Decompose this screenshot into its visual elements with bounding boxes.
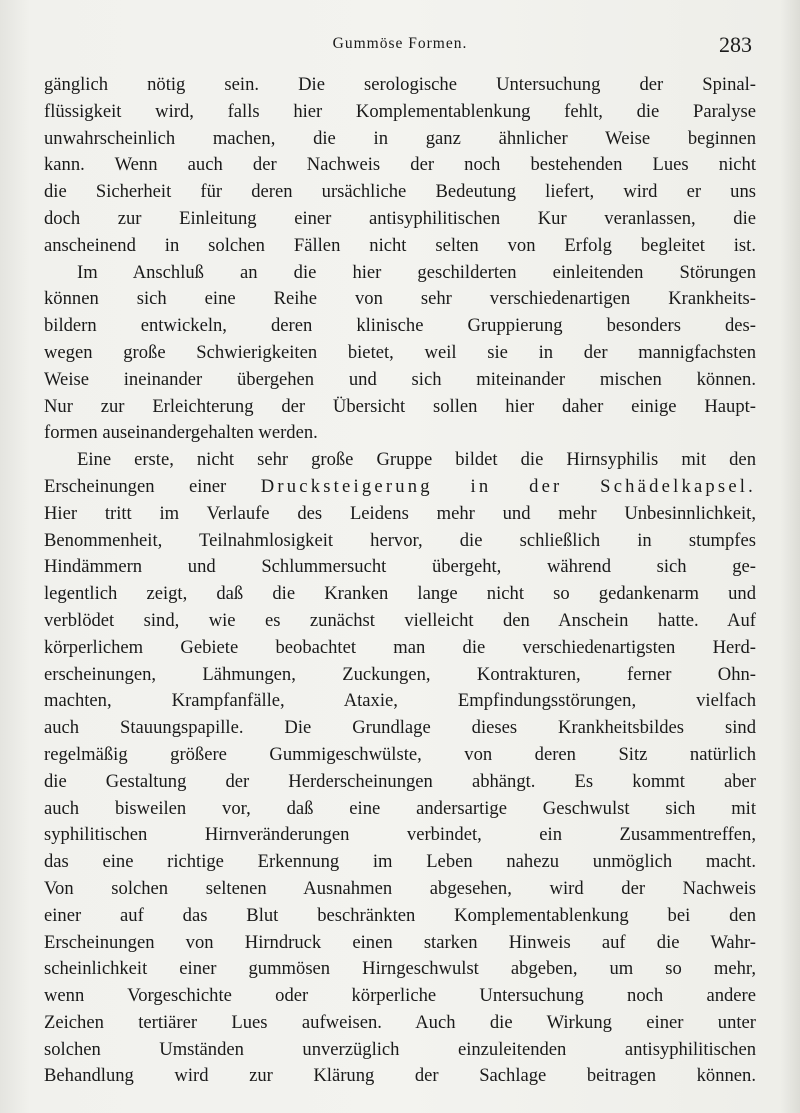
- paragraph-1: [44, 72, 756, 260]
- text-line: die Gestaltung der Herderscheinungen abhängt. Es kommt aber: [44, 770, 756, 792]
- text-line: Erscheinungen einer Drucksteigerung in der Schädelkapsel.: [44, 475, 756, 497]
- text-line: Hindämmern und Schlummersucht übergeht, während sich ge-: [44, 556, 756, 578]
- text-line: das eine richtige Erkennung im Leben nahezu unmöglich macht.: [44, 851, 756, 873]
- emphasized-text: Drucksteigerung in der Schädelkapsel.: [260, 475, 756, 497]
- text-line: formen auseinandergehalten werden.: [44, 422, 318, 444]
- text-line: Im Anschluß an die hier geschilderten einleitenden Störungen: [77, 261, 756, 283]
- text-line: Nur zur Erleichterung der Übersicht sollen hier daher einige Haupt-: [44, 395, 756, 417]
- text-line: machten, Krampfanfälle, Ataxie, Empfindungsstörungen, vielfach: [44, 690, 756, 712]
- text-line: die Sicherheit für deren ursächliche Bedeutung liefert, wird er uns: [44, 181, 756, 203]
- text-line: regelmäßig größere Gummigeschwülste, von deren Sitz natürlich: [44, 743, 756, 765]
- text-line: syphilitischen Hirnveränderungen verbindet, ein Zusammentreffen,: [44, 824, 756, 846]
- text-line: Zeichen tertiärer Lues aufweisen. Auch die Wirkung einer unter: [44, 1011, 756, 1033]
- text-line: körperlichem Gebiete beobachtet man die verschiedenartigsten Herd-: [44, 636, 756, 658]
- running-head: [48, 32, 752, 60]
- text-line: unwahrscheinlich machen, die in ganz ähnlicher Weise beginnen: [44, 127, 756, 149]
- paragraph-3: [44, 447, 756, 1090]
- text-line: wegen große Schwierigkeiten bietet, weil sie in der mannigfachsten: [44, 341, 756, 363]
- text-line: verblödet sind, wie es zunächst vielleicht den Anschein hatte. Auf: [44, 609, 756, 631]
- text-line: doch zur Einleitung einer antisyphilitischen Kur veranlassen, die: [44, 207, 756, 229]
- paragraph-2: [44, 260, 756, 448]
- text-line: anscheinend in solchen Fällen nicht selten von Erfolg begleitet ist.: [44, 234, 756, 256]
- text-line: gänglich nötig sein. Die serologische Untersuchung der Spinal-: [44, 74, 756, 95]
- text-line: Weise ineinander übergehen und sich miteinander mischen können.: [44, 368, 756, 390]
- text-line: erscheinungen, Lähmungen, Zuckungen, Kontrakturen, ferner Ohn-: [44, 663, 756, 685]
- text-line: auch Stauungspapille. Die Grundlage dieses Krankheitsbildes sind: [44, 717, 756, 739]
- text-line: kann. Wenn auch der Nachweis der noch bestehenden Lues nicht: [44, 154, 756, 176]
- body-text: [44, 72, 756, 1090]
- text-line: können sich eine Reihe von sehr verschiedenartigen Krankheits-: [44, 288, 756, 310]
- text-line: solchen Umständen unverzüglich einzuleitenden antisyphilitischen: [44, 1038, 756, 1060]
- text-line: Behandlung wird zur Klärung der Sachlage beitragen können.: [44, 1065, 756, 1087]
- text-line: wenn Vorgeschichte oder körperliche Untersuchung noch andere: [44, 985, 756, 1007]
- text-line: Eine erste, nicht sehr große Gruppe bildet die Hirnsyphilis mit den: [77, 449, 756, 471]
- text-line: Hier tritt im Verlaufe des Leidens mehr und mehr Unbesinnlichkeit,: [44, 502, 756, 524]
- text-line: Von solchen seltenen Ausnahmen abgesehen, wird der Nachweis: [44, 877, 756, 899]
- text-line: flüssigkeit wird, falls hier Komplementablenkung fehlt, die Paralyse: [44, 100, 756, 122]
- text-line: scheinlichkeit einer gummösen Hirngeschwulst abgeben, um so mehr,: [44, 958, 756, 980]
- page-number: 283: [719, 32, 752, 57]
- text-line: einer auf das Blut beschränkten Komplementablenkung bei den: [44, 904, 756, 926]
- text-line: bildern entwickeln, deren klinische Gruppierung besonders des-: [44, 315, 756, 337]
- running-title: Gummöse Formen.: [332, 35, 468, 52]
- text-line: legentlich zeigt, daß die Kranken lange nicht so gedankenarm und: [44, 583, 756, 605]
- text-line: auch bisweilen vor, daß eine andersartige Geschwulst sich mit: [44, 797, 756, 819]
- text-line: Benommenheit, Teilnahmlosigkeit hervor, die schließlich in stumpfes: [44, 529, 756, 551]
- text-line: Erscheinungen von Hirndruck einen starken Hinweis auf die Wahr-: [44, 931, 756, 953]
